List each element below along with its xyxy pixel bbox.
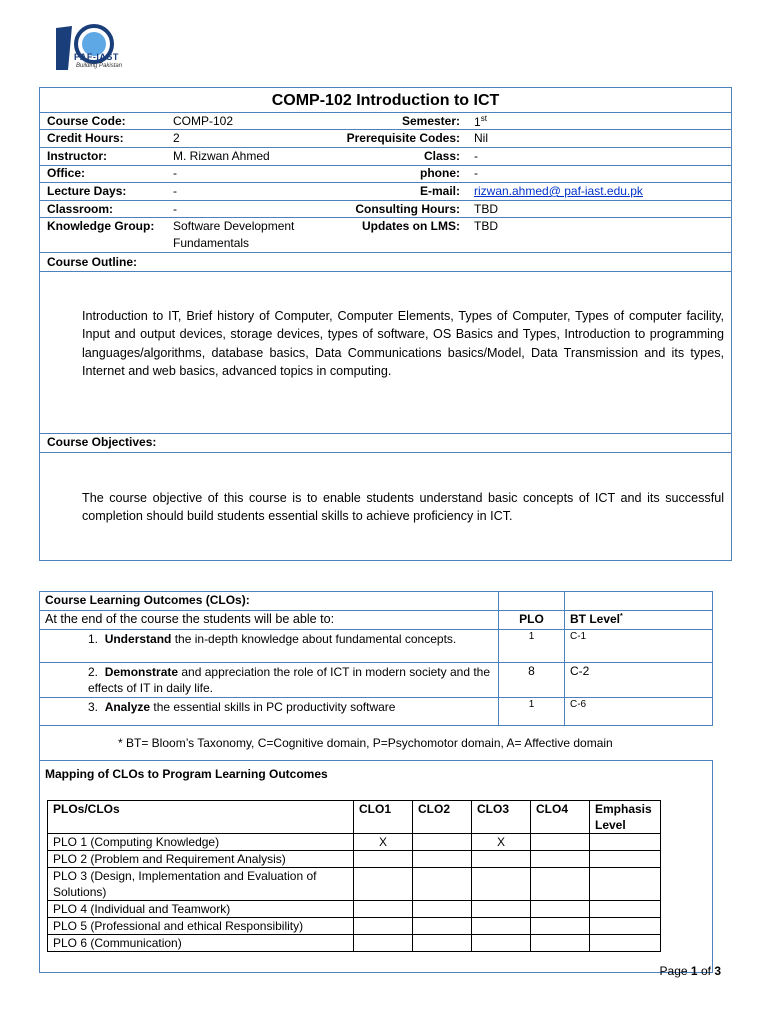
course-code-value: COMP-102 bbox=[173, 114, 234, 128]
page-number: Page 1 of 3 bbox=[659, 964, 721, 978]
lms-label: Updates on LMS: bbox=[362, 219, 460, 233]
lecture-days-value: - bbox=[173, 184, 177, 198]
email-label: E-mail: bbox=[419, 184, 460, 198]
lms-value: TBD bbox=[474, 219, 498, 233]
course-objectives-label: Course Objectives: bbox=[47, 435, 157, 449]
clo-bt: C-1 bbox=[565, 630, 713, 663]
course-outline-label: Course Outline: bbox=[47, 255, 138, 269]
table-row: PLO 6 (Communication) bbox=[48, 935, 661, 952]
course-title: COMP-102 Introduction to ICT bbox=[40, 88, 731, 113]
classroom-value: - bbox=[173, 202, 177, 216]
table-row: PLO 5 (Professional and ethical Responsibility) bbox=[48, 918, 661, 935]
clo-bt: C-6 bbox=[565, 698, 713, 726]
phone-label: phone: bbox=[420, 166, 460, 180]
class-label: Class: bbox=[423, 149, 460, 163]
email-link[interactable]: rizwan.ahmed@ paf-iast.edu.pk bbox=[474, 184, 643, 198]
clo-row: 2. Demonstrate and appreciation the role of ICT in modern society and the effects of IT in daily life. 8 C-2 bbox=[40, 663, 713, 698]
consulting-hours-value: TBD bbox=[474, 202, 498, 216]
classroom-label: Classroom: bbox=[47, 202, 114, 216]
prereq-label: Prerequisite Codes: bbox=[346, 131, 460, 145]
plo-header: PLO bbox=[499, 611, 565, 630]
credit-hours-value: 2 bbox=[173, 131, 180, 145]
clo-plo-mapping-table bbox=[47, 800, 661, 952]
knowledge-group-line2: Fundamentals bbox=[173, 236, 250, 250]
bt-footnote: * BT= Bloom’s Taxonomy, C=Cognitive domain, P=Psychomotor domain, A= Affective domain bbox=[40, 726, 713, 761]
table-row: PLO 1 (Computing Knowledge) X X bbox=[48, 834, 661, 851]
course-objectives-text: The course objective of this course is to enable students understand basic concepts of ICT and its successful completion should build students essential skills to achieve proficiency in ICT. bbox=[82, 491, 724, 524]
logo-tagline: Building Pakistan bbox=[76, 63, 123, 69]
phone-value: - bbox=[474, 166, 478, 180]
course-info-box bbox=[39, 87, 732, 561]
bt-header: BT Level* bbox=[565, 611, 713, 630]
office-label: Office: bbox=[47, 166, 86, 180]
lecture-days-label: Lecture Days: bbox=[47, 184, 127, 198]
clo-plo: 8 bbox=[499, 663, 565, 698]
table-row: PLO 3 (Design, Implementation and Evaluation of Solutions) bbox=[48, 868, 661, 901]
prereq-value: Nil bbox=[474, 131, 488, 145]
clo-row: 1. Understand the in-depth knowledge about fundamental concepts. 1 C-1 bbox=[40, 630, 713, 663]
email-value[interactable] bbox=[474, 184, 643, 198]
knowledge-group-label: Knowledge Group: bbox=[47, 219, 155, 233]
consulting-hours-label: Consulting Hours: bbox=[355, 202, 460, 216]
clo-intro: At the end of the course the students will be able to: bbox=[40, 611, 499, 630]
clo-row: 3. Analyze the essential skills in PC productivity software 1 C-6 bbox=[40, 698, 713, 726]
table-row: PLO 4 (Individual and Teamwork) bbox=[48, 901, 661, 918]
map-header: CLO1 bbox=[354, 801, 413, 834]
clo-plo: 1 bbox=[499, 630, 565, 663]
course-outline-text: Introduction to IT, Brief history of Computer, Computer Elements, Types of Computer, Types of computer facility, Input and output devices, storage devices, types of software, OS Basics and Types, Introduction to programming languages/algorithms, database basics, Data Communications basics/Model, Data Transmission and its types, Internet and web basics, advanced topics in computing. bbox=[82, 309, 724, 379]
logo-text: PAF-IAST bbox=[74, 52, 119, 62]
knowledge-group-line1: Software Development bbox=[173, 219, 295, 233]
map-header: CLO2 bbox=[413, 801, 472, 834]
semester-label: Semester: bbox=[401, 114, 460, 128]
map-header: CLO3 bbox=[472, 801, 531, 834]
clo-heading: Course Learning Outcomes (CLOs): bbox=[40, 592, 499, 611]
class-value: - bbox=[474, 149, 478, 163]
map-header: Emphasis Level bbox=[590, 801, 661, 834]
table-row: PLO 2 (Problem and Requirement Analysis) bbox=[48, 851, 661, 868]
map-header: PLOs/CLOs bbox=[48, 801, 354, 834]
clo-bt: C-2 bbox=[565, 663, 713, 698]
instructor-value: M. Rizwan Ahmed bbox=[173, 149, 270, 163]
course-code-label: Course Code: bbox=[47, 114, 126, 128]
clo-plo: 1 bbox=[499, 698, 565, 726]
mapping-heading: Mapping of CLOs to Program Learning Outcomes bbox=[40, 761, 713, 973]
credit-hours-label: Credit Hours: bbox=[47, 131, 124, 145]
map-header: CLO4 bbox=[531, 801, 590, 834]
semester-value: 1st bbox=[474, 114, 487, 129]
instructor-label: Instructor: bbox=[47, 149, 107, 163]
office-value: - bbox=[173, 166, 177, 180]
